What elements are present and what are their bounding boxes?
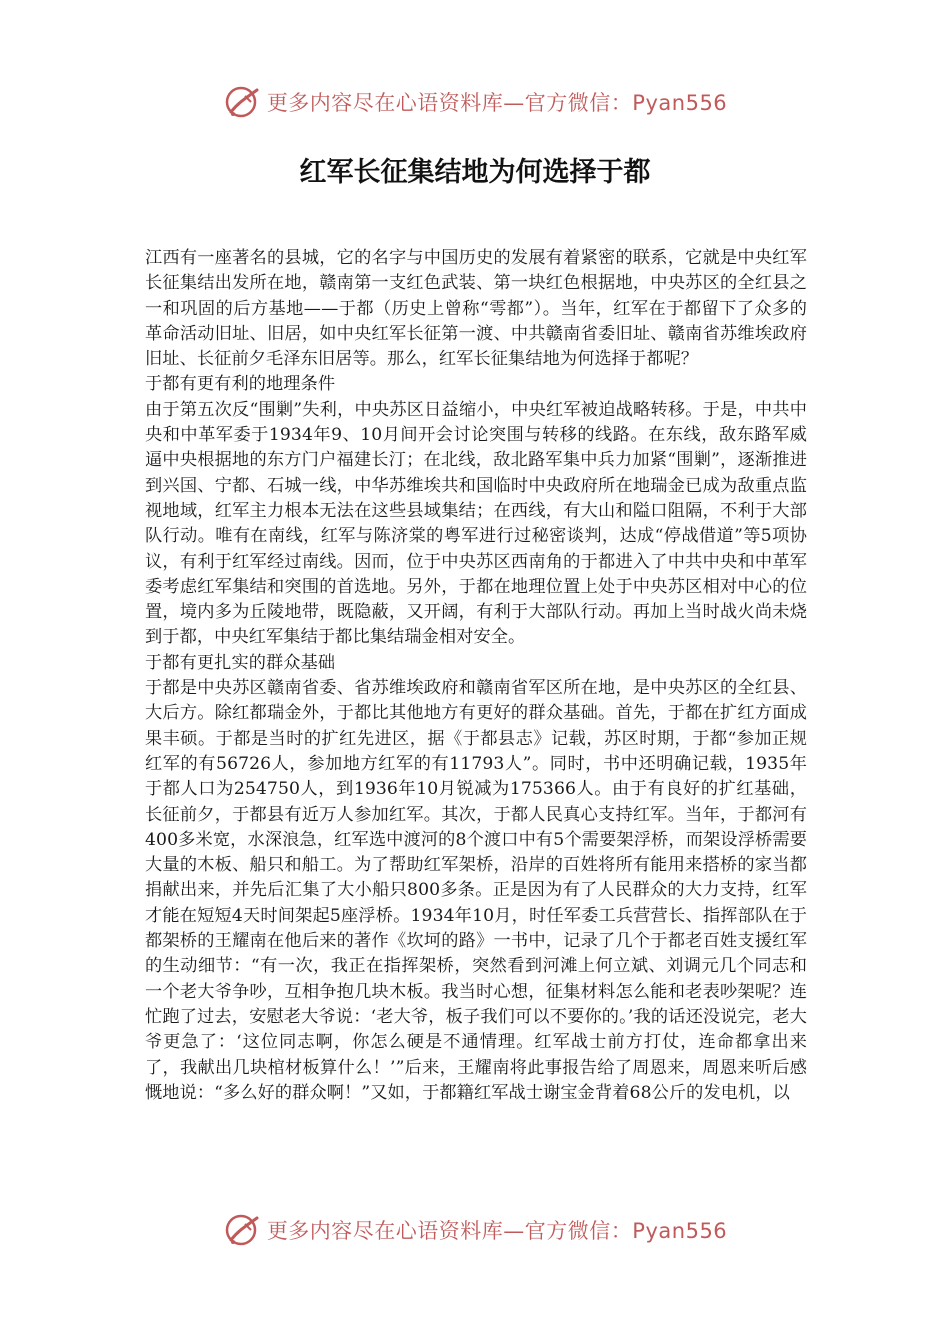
- page-title: 红军长征集结地为何选择于都: [299, 157, 651, 188]
- section-paragraph-masses: 于都是中央苏区赣南省委、省苏维埃政府和赣南省军区所在地，是中央苏区的全红县、大后方。除红都瑞金外，于都比其他地方有更好的群众基础。首先，于都在扩红方面成果丰硕。于都是当时的扩红先进区，据《于都县志》记载，苏区时期，于都“参加正规红军的有56726人，参加地方红军的有11793人”。同时，书中还明确记载，1935年于都人口为254750人，到1936年10月锐减为175366人。由于有良好的扩红基础，长征前夕，于都县有近万人参加红军。其次，于都人民真心支持红军。当年，于都河有400多米宽，水深浪急，红军选中渡河的8个渡口中有5个需要架浮桥，而架设浮桥需要大量的木板、船只和船工。为了帮助红军架桥，沿岸的百姓将所有能用来搭桥的家当都捐献出来，并先后汇集了大小船只800多条。正是因为有了人民群众的大力支持，红军才能在短短4天时间架起5座浮桥。1934年10月，时任军委工兵营营长、指挥部队在于都架桥的王耀南在他后来的著作《坎坷的路》一书中，记录了几个于都老百姓支援红军的生动细节：“有一次，我正在指挥架桥，突然看到河滩上何立斌、刘调元几个同志和一个老大爷争吵，互相争抱几块木板。我当时心想，征集材料怎么能和老表吵架呢？连忙跑了过去，安慰老大爷说：‘老大爷，板子我们可以不要你的。’我的话还没说完，老大爷更急了：‘这位同志啊，你怎么硬是不通情理。红军战士前方打仗，连命都拿出来了，我献出几块棺材板算什么！’”后来，王耀南将此事报告给了周恩来，周恩来听后感慨地说：“多么好的群众啊！”又如，于都籍红军战士谢宝金背着68公斤的发电机，以: [145, 678, 807, 1103]
- section-heading-masses: 于都有更扎实的群众基础: [145, 652, 336, 673]
- article-body: [145, 246, 807, 1106]
- intro-paragraph: 江西有一座著名的县城，它的名字与中国历史的发展有着紧密的联系，它就是中央红军长征集结出发所在地，赣南第一支红色武装、第一块红色根据地，中央苏区的全红县之一和巩固的后方基地——于都（历史上曾称“雩都”）。当年，红军在于都留下了众多的革命活动旧址、旧居，如中央红军长征第一渡、中共赣南省委旧址、赣南省苏维埃政府旧址、长征前夕毛泽东旧居等。那么，红军长征集结地为何选择于都呢？: [145, 248, 807, 370]
- section-paragraph-geography: 由于第五次反“围剿”失利，中央苏区日益缩小，中央红军被迫战略转移。于是，中共中央和中革军委于1934年9、10月间开会讨论突围与转移的线路。在东线，敌东路军威逼中央根据地的东方门户福建长汀；在北线，敌北路军集中兵力加紧“围剿”，逐渐推进到兴国、宁都、石城一线，中华苏维埃共和国临时中央政府所在地瑞金已成为敌重点监视地域，红军主力根本无法在这些县域集结；在西线，有大山和隘口阻隔，不利于大部队行动。唯有在南线，红军与陈济棠的粤军进行过秘密谈判，达成“停战借道”等5项协议，有利于红军经过南线。因而，位于中央苏区西南角的于都进入了中共中央和中革军委考虑红军集结和突围的首选地。另外，于都在地理位置上处于中央苏区相对中心的位置，境内多为丘陵地带，既隐蔽，又开阔，有利于大部队行动。再加上当时战火尚未烧到于都，中央红军集结于都比集结瑞金相对安全。: [145, 399, 807, 648]
- footer-banner-text: 更多内容尽在心语资料库—官方微信：Pyan556: [266, 1219, 728, 1243]
- header-banner-text: 更多内容尽在心语资料库—官方微信：Pyan556: [266, 91, 728, 115]
- header-banner: [0, 80, 950, 124]
- section-heading-geography: 于都有更有利的地理条件: [145, 374, 336, 395]
- footer-banner: [0, 1208, 950, 1252]
- pen-logo-icon: [223, 82, 263, 122]
- pen-logo-icon: [223, 1210, 263, 1250]
